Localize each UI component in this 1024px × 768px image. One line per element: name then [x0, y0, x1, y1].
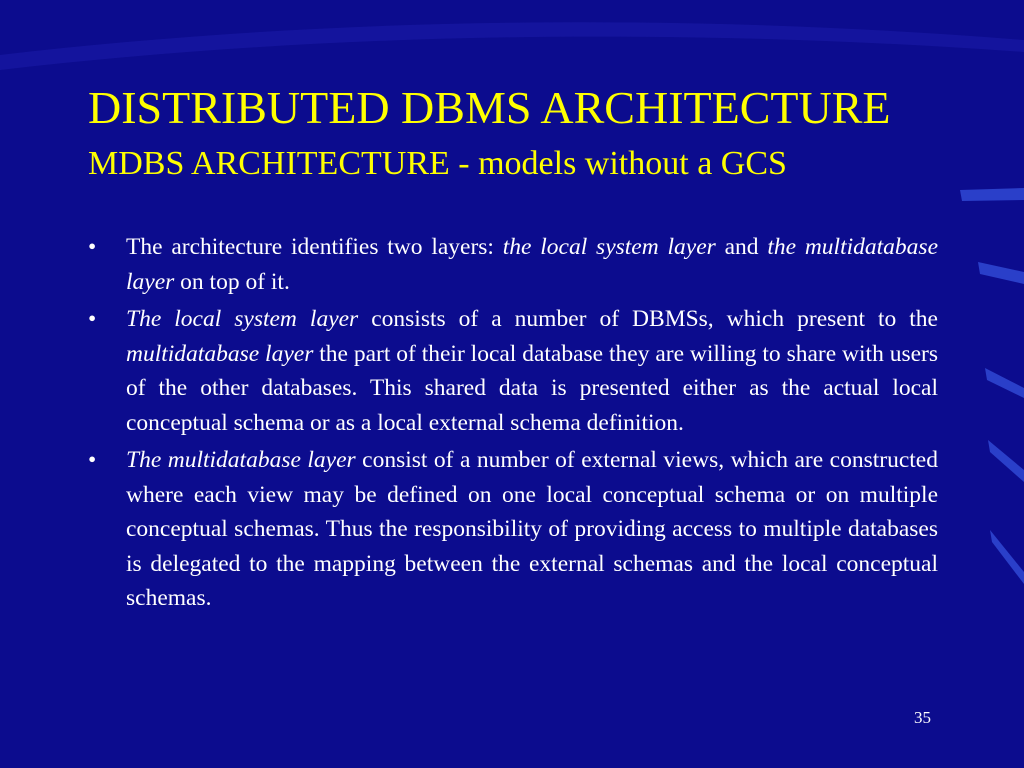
bullet-text-part: on top of it.	[174, 268, 290, 295]
bullet-text-part-italic: The local system layer	[126, 306, 359, 332]
bullet-dot-icon: •	[88, 306, 97, 332]
bullet-text-part-italic: the multidatabase layer	[126, 234, 938, 295]
bullet-text-part: The architecture identifies two layers:	[126, 234, 503, 260]
bullet-text-part-italic: multidatabase layer	[126, 340, 314, 367]
bullet-text-part-italic: The multidatabase layer	[126, 447, 356, 473]
bullet-item	[88, 302, 938, 440]
page-number: 35	[914, 708, 931, 727]
bullet-text-part: consist of a number of external views, which are constructed where each view may be defined on one local conceptual schema or on multiple conceptual schemas. Thus the responsibility of providing access to multiple databases is delegated to the mapping between the external schemas and the local conceptual schemas.	[126, 447, 938, 611]
bullet-text-part: and	[715, 234, 768, 260]
bullet-item	[88, 230, 938, 299]
bullet-text-part-italic: the local system layer	[502, 234, 716, 260]
bullet-item	[88, 443, 938, 616]
slide-subtitle: MDBS ARCHITECTURE - models without a GCS	[88, 145, 787, 182]
bullet-dot-icon: •	[88, 234, 97, 260]
bullet-list	[88, 230, 938, 619]
bullet-text-part: consists of a number of DBMSs, which present to the	[358, 306, 938, 332]
bullet-text-part: the part of their local database they are willing to share with users of the other databases. This shared data is presented either as the actual local conceptual schema or as a local external schema definition.	[126, 340, 938, 436]
slide-title: DISTRIBUTED DBMS ARCHITECTURE	[88, 82, 891, 133]
bullet-dot-icon: •	[88, 447, 97, 473]
